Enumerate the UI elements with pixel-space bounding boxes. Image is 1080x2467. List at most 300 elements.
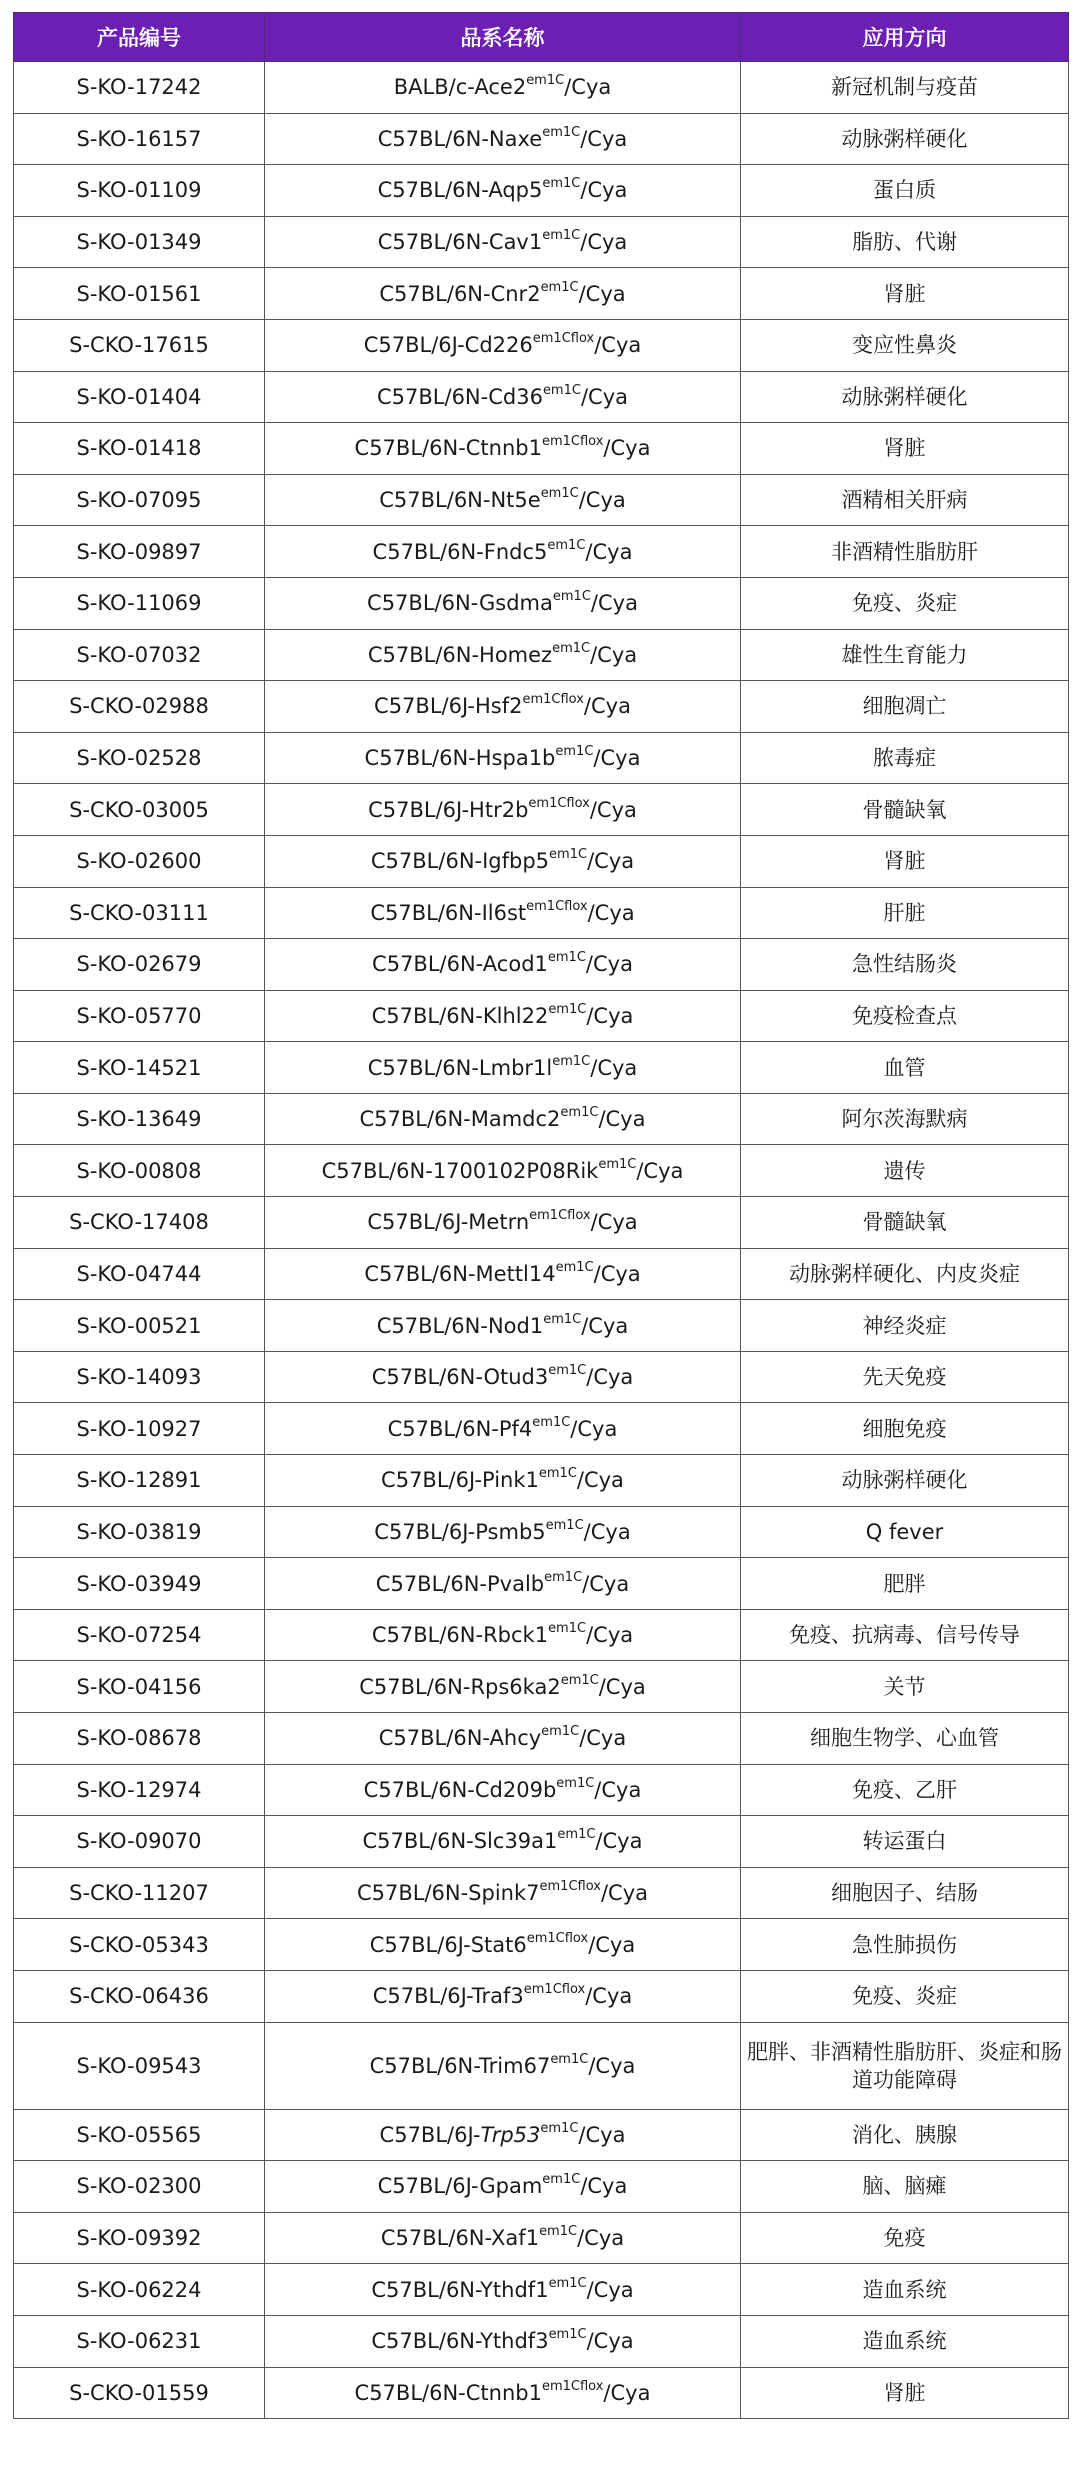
strain-name-cell [265,1351,741,1403]
strain-name-suffix: /Cya [589,797,637,822]
application-cell: 肾脏 [741,423,1069,475]
application-cell: 酒精相关肝病 [741,474,1069,526]
strain-name-cell [265,2109,741,2161]
product-id-cell: S-KO-08678 [14,1713,265,1765]
strain-name-cell [265,990,741,1042]
strain-table-container [13,12,1068,2419]
product-id-cell: S-KO-05770 [14,990,265,1042]
product-id-cell: S-KO-03949 [14,1558,265,1610]
strain-name-cell [265,371,741,423]
strain-name-base: C57BL/6N-Ctnnb1 [354,2380,542,2405]
strain-name-base: C57BL/6N-Rbck1 [371,1623,549,1648]
table-row [14,1764,1069,1816]
strain-name-base: C57BL/6N-Cav1 [377,230,543,255]
application-cell: 造血系统 [741,2315,1069,2367]
strain-name-suffix: /Cya [587,900,635,925]
table-row [14,371,1069,423]
strain-allele-superscript: em1Cflox [541,2378,604,2394]
strain-name-cell [265,681,741,733]
product-id-cell: S-KO-03819 [14,1506,265,1558]
strain-allele-superscript: em1Cflox [528,795,590,811]
product-id-cell: S-KO-09897 [14,526,265,578]
table-row [14,165,1069,217]
application-cell: 免疫、抗病毒、信号传导 [741,1609,1069,1661]
strain-allele-superscript: em1Cflox [522,692,584,708]
application-cell: 脓毒症 [741,732,1069,784]
strain-name-cell [265,1145,741,1197]
table-row [14,1300,1069,1352]
table-row [14,1661,1069,1713]
table-row [14,1351,1069,1403]
table-row [14,681,1069,733]
product-id-cell: S-KO-01418 [14,423,265,475]
product-id-cell: S-KO-09543 [14,2022,265,2109]
strain-name-cell [265,2264,741,2316]
application-cell: 免疫、乙肝 [741,1764,1069,1816]
application-cell: 免疫、炎症 [741,1970,1069,2022]
application-cell: 动脉粥样硬化 [741,371,1069,423]
strain-allele-superscript: em1Cflox [523,1982,586,1998]
strain-name-base: C57BL/6N-Pvalb [375,1571,545,1596]
strain-name-cell [265,1248,741,1300]
strain-name-suffix: /Cya [586,1365,634,1390]
strain-name-base: C57BL/6J-Metrn [367,1210,530,1235]
strain-name-suffix: /Cya [564,75,612,100]
strain-allele-superscript: em1C [540,279,579,295]
strain-allele-superscript: em1Cflox [541,434,604,450]
strain-name-suffix: /Cya [578,2122,626,2147]
strain-name-base: C57BL/6N-Fndc5 [372,539,548,564]
product-id-cell: S-KO-07095 [14,474,265,526]
product-id-cell: S-KO-10927 [14,1403,265,1455]
table-row [14,1816,1069,1868]
table-row [14,732,1069,784]
product-id-cell: S-CKO-02988 [14,681,265,733]
strain-name-base: C57BL/6N-Trim67 [369,2053,551,2078]
strain-name-cell [265,732,741,784]
strain-name-base: C57BL/6N-Spink7 [356,1881,540,1906]
strain-name-cell [265,2022,741,2109]
table-row [14,1506,1069,1558]
strain-name-suffix: /Cya [576,1468,624,1493]
product-id-cell: S-CKO-06436 [14,1970,265,2022]
table-row [14,2315,1069,2367]
strain-name-suffix: /Cya [579,1726,627,1751]
application-cell: 动脉粥样硬化、内皮炎症 [741,1248,1069,1300]
table-row [14,1558,1069,1610]
application-cell: 肥胖 [741,1558,1069,1610]
strain-name-base: C57BL/6N-Cnr2 [379,281,541,306]
strain-name-base: C57BL/6N-Xaf1 [380,2226,540,2251]
application-cell: 细胞因子、结肠 [741,1867,1069,1919]
strain-name-cell [265,1197,741,1249]
strain-allele-superscript: em1C [555,1259,594,1275]
application-line: 道功能障碍 [852,2067,957,2092]
strain-name-suffix: /Cya [598,1107,646,1132]
strain-name-cell [265,165,741,217]
strain-allele-superscript: em1C [548,1001,587,1017]
product-id-cell: S-CKO-01559 [14,2367,265,2419]
strain-name-cell [265,1919,741,1971]
strain-name-base: C57BL/6N-1700102P08Rik [321,1158,599,1183]
strain-name-suffix: /Cya [580,126,628,151]
strain-allele-superscript: em1C [542,228,581,244]
header-strain-name: 品系名称 [265,13,741,62]
strain-allele-superscript: em1C [540,2120,579,2136]
application-cell: 急性结肠炎 [741,939,1069,991]
application-cell: 细胞免疫 [741,1403,1069,1455]
strain-allele-superscript: em1C [542,176,581,192]
table-row [14,1970,1069,2022]
table-row [14,2212,1069,2264]
application-cell: 关节 [741,1661,1069,1713]
strain-allele-superscript: em1Cflox [526,898,588,914]
strain-name-base: C57BL/6N-Gsdma [367,591,553,616]
strain-name-cell [265,268,741,320]
application-cell: 阿尔茨海默病 [741,1093,1069,1145]
strain-name-base: C57BL/6N-Mamdc2 [359,1107,561,1132]
strain-allele-superscript: em1C [552,1053,591,1069]
strain-name-suffix: /Cya [586,1623,634,1648]
strain-allele-superscript: em1C [549,847,588,863]
product-id-cell: S-KO-17242 [14,62,265,114]
application-cell: 转运蛋白 [741,1816,1069,1868]
application-cell: 脂肪、代谢 [741,216,1069,268]
product-id-cell: S-KO-01404 [14,371,265,423]
table-row [14,526,1069,578]
table-row [14,1609,1069,1661]
application-cell: 急性肺损伤 [741,1919,1069,1971]
product-id-cell: S-KO-07032 [14,629,265,681]
application-cell: 新冠机制与疫苗 [741,62,1069,114]
product-id-cell: S-KO-06224 [14,2264,265,2316]
header-product-id: 产品编号 [14,13,265,62]
application-cell: 消化、胰腺 [741,2109,1069,2161]
strain-name-suffix: /Cya [593,1261,641,1286]
table-row [14,2367,1069,2419]
application-cell: 脑、脑瘫 [741,2161,1069,2213]
strain-name-cell [265,1609,741,1661]
application-cell: 细胞生物学、心血管 [741,1713,1069,1765]
product-id-cell: S-KO-02300 [14,2161,265,2213]
strain-name-suffix: /Cya [586,1003,634,1028]
table-body [14,62,1069,2419]
table-row [14,62,1069,114]
strain-allele-superscript: em1C [547,537,586,553]
strain-name-cell [265,1093,741,1145]
application-cell: 动脉粥样硬化 [741,113,1069,165]
table-row [14,1919,1069,1971]
strain-name-base: C57BL/6N-Mettl14 [364,1261,556,1286]
strain-name-cell [265,1970,741,2022]
strain-name-base: C57BL/6N-Il6st [370,900,527,925]
table-row [14,1455,1069,1507]
strain-allele-superscript: em1C [545,1517,584,1533]
product-id-cell: S-CKO-05343 [14,1919,265,1971]
strain-name-cell [265,1713,741,1765]
table-row [14,2161,1069,2213]
strain-name-suffix: /Cya [586,2277,634,2302]
strain-allele-superscript: em1C [548,2327,587,2343]
strain-name-cell [265,423,741,475]
strain-name-suffix: /Cya [590,1210,638,1235]
application-cell: Q fever [741,1506,1069,1558]
product-id-cell: S-KO-16157 [14,113,265,165]
table-row [14,474,1069,526]
strain-name-suffix: /Cya [595,1829,643,1854]
table-row [14,1713,1069,1765]
strain-allele-superscript: em1C [543,1311,582,1327]
product-id-cell: S-CKO-17408 [14,1197,265,1249]
application-cell: 肾脏 [741,268,1069,320]
strain-name-cell [265,1764,741,1816]
application-cell: 肝脏 [741,887,1069,939]
application-cell: 先天免疫 [741,1351,1069,1403]
strain-name-suffix: /Cya [580,384,628,409]
strain-name-suffix: /Cya [570,1416,618,1441]
strain-allele-superscript: em1C [548,1621,587,1637]
table-row [14,577,1069,629]
application-cell: 肾脏 [741,835,1069,887]
strain-name-cell [265,474,741,526]
strain-name-base: C57BL/6N-Cd36 [377,384,543,409]
strain-name-suffix: /Cya [582,1571,630,1596]
strain-name-cell [265,1042,741,1094]
strain-name-cell [265,1403,741,1455]
strain-allele-superscript: em1C [560,1672,599,1688]
product-id-cell: S-CKO-17615 [14,319,265,371]
strain-table [13,12,1069,2419]
strain-name-base: C57BL/6N-Klhl22 [371,1003,549,1028]
strain-allele-superscript: em1C [542,124,581,140]
table-row [14,2264,1069,2316]
table-row [14,784,1069,836]
strain-name-suffix: /Cya [583,1519,631,1544]
strain-name-suffix: /Cya [580,178,628,203]
product-id-cell: S-KO-11069 [14,577,265,629]
application-cell: 骨髓缺氧 [741,1197,1069,1249]
table-row [14,887,1069,939]
strain-name-suffix: /Cya [594,333,642,358]
strain-allele-superscript: em1C [548,1363,587,1379]
strain-name-cell [265,1506,741,1558]
application-cell: 血管 [741,1042,1069,1094]
table-header [14,13,1069,62]
strain-name-base: C57BL/6J-Htr2b [368,797,529,822]
strain-allele-superscript: em1C [532,1414,571,1430]
strain-name-suffix: /Cya [580,230,628,255]
strain-name-base: C57BL/6N-Igfbp5 [370,849,550,874]
strain-name-cell [265,629,741,681]
strain-allele-superscript: em1C [542,382,581,398]
header-row [14,13,1069,62]
product-id-cell: S-KO-01349 [14,216,265,268]
table-row [14,2109,1069,2161]
table-row [14,835,1069,887]
strain-name-base: C57BL/6N-Ythdf1 [371,2277,549,2302]
product-id-cell: S-KO-07254 [14,1609,265,1661]
table-row [14,216,1069,268]
strain-name-suffix: /Cya [588,1932,636,1957]
strain-allele-superscript: em1C [538,1466,577,1482]
strain-name-base: C57BL/6J-Pink1 [381,1468,539,1493]
product-id-cell: S-KO-12891 [14,1455,265,1507]
strain-name-cell [265,2367,741,2419]
strain-name-cell [265,2315,741,2367]
application-cell: 细胞凋亡 [741,681,1069,733]
strain-name-cell [265,1816,741,1868]
strain-allele-superscript: em1C [552,640,591,656]
strain-allele-superscript: em1C [555,744,594,760]
strain-name-cell [265,887,741,939]
strain-name-cell [265,1558,741,1610]
product-id-cell: S-KO-09392 [14,2212,265,2264]
strain-name-suffix: /Cya [577,2226,625,2251]
strain-allele-superscript: em1Cflox [539,1879,601,1895]
strain-name-suffix: /Cya [636,1158,684,1183]
product-id-cell: S-KO-14093 [14,1351,265,1403]
application-cell: 免疫检查点 [741,990,1069,1042]
table-row [14,319,1069,371]
product-id-cell: S-KO-01109 [14,165,265,217]
table-row [14,1248,1069,1300]
application-cell: 非酒精性脂肪肝 [741,526,1069,578]
strain-name-suffix: /Cya [578,281,626,306]
product-id-cell: S-KO-00521 [14,1300,265,1352]
strain-allele-superscript: em1C [548,2275,587,2291]
table-row [14,939,1069,991]
product-id-cell: S-KO-14521 [14,1042,265,1094]
strain-name-suffix: /Cya [603,436,651,461]
strain-name-base: C57BL/6N-Ctnnb1 [354,436,542,461]
strain-allele-superscript: em1Cflox [529,1208,591,1224]
table-row [14,1145,1069,1197]
product-id-cell: S-KO-02679 [14,939,265,991]
strain-name-suffix: /Cya [587,849,635,874]
product-id-cell: S-KO-04744 [14,1248,265,1300]
strain-name-base: C57BL/6N-Rps6ka2 [359,1674,561,1699]
strain-gene-italic: Trp53 [480,2122,541,2147]
strain-name-base: C57BL/6J-Traf3 [372,1984,524,2009]
strain-name-base: C57BL/6J-Cd226 [363,333,533,358]
strain-name-suffix: /Cya [590,1055,638,1080]
strain-name-suffix: /Cya [585,1984,633,2009]
product-id-cell: S-KO-05565 [14,2109,265,2161]
strain-name-suffix: /Cya [585,539,633,564]
product-id-cell: S-CKO-03111 [14,887,265,939]
table-row [14,113,1069,165]
product-id-cell: S-KO-02528 [14,732,265,784]
strain-name-cell [265,2161,741,2213]
strain-name-base: C57BL/6N-Nod1 [376,1313,544,1338]
strain-name-base: C57BL/6N-Lmbr1l [367,1055,553,1080]
strain-name-cell [265,784,741,836]
product-id-cell: S-KO-12974 [14,1764,265,1816]
strain-name-suffix: /Cya [600,1881,649,1906]
table-row [14,1403,1069,1455]
application-line: 肥胖、非酒精性脂肪肝、炎症和肠 [747,2039,1062,2064]
strain-name-suffix: /Cya [590,591,638,616]
product-id-cell: S-KO-09070 [14,1816,265,1868]
strain-name-base: C57BL/6J-Stat6 [369,1932,527,1957]
product-id-cell: S-KO-02600 [14,835,265,887]
strain-name-cell [265,526,741,578]
strain-allele-superscript: em1C [556,1775,595,1791]
strain-name-suffix: /Cya [588,2053,636,2078]
application-cell: 动脉粥样硬化 [741,1455,1069,1507]
strain-name-base: C57BL/6N-Nt5e [379,488,541,513]
strain-name-suffix: /Cya [578,488,626,513]
strain-name-base: BALB/c-Ace2 [393,75,527,100]
table-row [14,1867,1069,1919]
header-application: 应用方向 [741,13,1069,62]
table-row [14,1197,1069,1249]
strain-name-cell [265,1455,741,1507]
product-id-cell: S-KO-00808 [14,1145,265,1197]
product-id-cell: S-KO-04156 [14,1661,265,1713]
strain-name-base: C57BL/6N-Slc39a1 [362,1829,558,1854]
strain-name-suffix: /Cya [583,694,631,719]
strain-name-base: C57BL/6J-Psmb5 [374,1519,546,1544]
strain-allele-superscript: em1Cflox [526,1930,589,1946]
application-cell: 造血系统 [741,2264,1069,2316]
product-id-cell: S-KO-13649 [14,1093,265,1145]
application-cell: 遗传 [741,1145,1069,1197]
application-cell: 雄性生育能力 [741,629,1069,681]
product-id-cell: S-KO-01561 [14,268,265,320]
strain-name-base: C57BL/6N-Cd209b [363,1777,557,1802]
application-cell: 骨髓缺氧 [741,784,1069,836]
strain-allele-superscript: em1C [544,1569,583,1585]
strain-name-cell [265,113,741,165]
strain-name-base: C57BL/6N-Hspa1b [364,746,556,771]
strain-allele-superscript: em1C [552,589,591,605]
strain-name-cell [265,2212,741,2264]
strain-name-suffix: /Cya [586,2329,634,2354]
application-cell: 神经炎症 [741,1300,1069,1352]
strain-allele-superscript: em1C [539,2224,578,2240]
strain-name-suffix: /Cya [603,2380,651,2405]
strain-name-suffix: /Cya [590,642,638,667]
table-row [14,1042,1069,1094]
strain-name-base: C57BL/6J-Gpam [377,2174,543,2199]
application-cell: 肾脏 [741,2367,1069,2419]
strain-name-cell [265,835,741,887]
strain-name-base: C57BL/6N-Otud3 [371,1365,549,1390]
strain-allele-superscript: em1C [598,1156,637,1172]
strain-name-base: C57BL/6N-Acod1 [372,952,548,977]
strain-allele-superscript: em1C [557,1827,596,1843]
strain-name-suffix: /Cya [594,1777,642,1802]
strain-allele-superscript: em1C [540,486,579,502]
product-id-cell: S-KO-06231 [14,2315,265,2367]
strain-allele-superscript: em1C [541,1724,580,1740]
strain-name-suffix: /Cya [593,746,641,771]
strain-name-base: C57BL/6N-Aqp5 [377,178,543,203]
strain-name-suffix: /Cya [580,2174,628,2199]
strain-allele-superscript: em1Cflox [532,331,595,347]
table-row [14,2022,1069,2109]
strain-name-cell [265,319,741,371]
strain-name-base: C57BL/6N-Naxe [377,126,543,151]
product-id-cell: S-CKO-03005 [14,784,265,836]
strain-name-base: C57BL/6N-Ythdf3 [371,2329,549,2354]
strain-name-suffix: /Cya [598,1674,646,1699]
strain-name-cell [265,939,741,991]
strain-name-base: C57BL/6J-Hsf2 [374,694,523,719]
strain-name-suffix: /Cya [581,1313,629,1338]
strain-allele-superscript: em1C [560,1105,599,1121]
